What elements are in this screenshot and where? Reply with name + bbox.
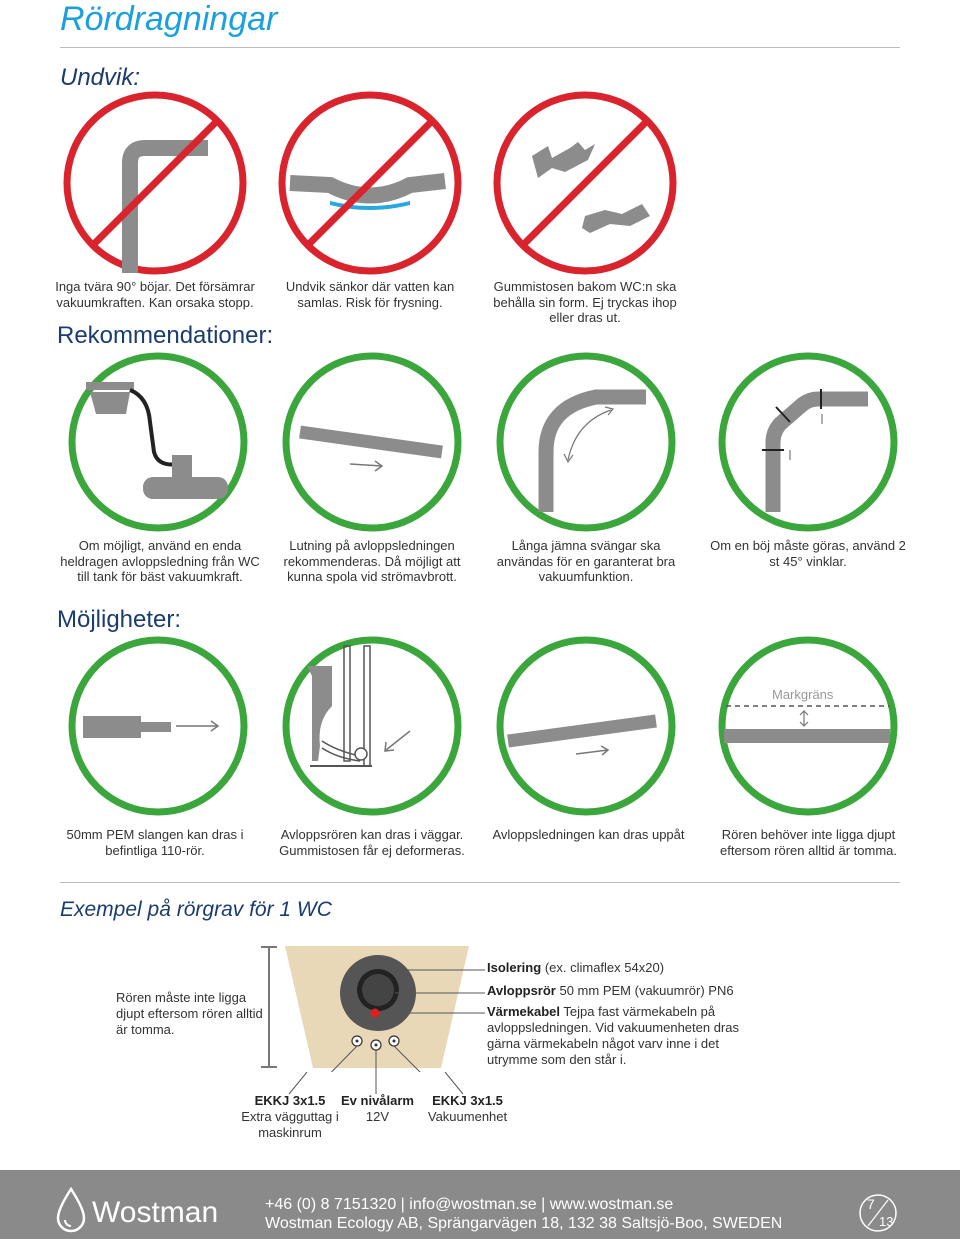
prohibit-deformed-hose-icon (490, 88, 680, 278)
cable-label-3: EKKJ 3x1.5 Vakuumenhet (427, 1093, 508, 1124)
possible-pipe-in-wall-icon (282, 636, 462, 816)
prohibit-90deg-bend-icon (60, 88, 250, 278)
heating-cable-label: Värmekabel Tejpa fast värmekabeln på avloppsledningen. Vid vakuumenheten dras gärna värmekabeln något varv inne i det utrymme som den står i. (487, 1004, 739, 1067)
ok-long-bend-icon (496, 352, 676, 532)
section-possible: Möjligheter: (57, 606, 182, 633)
trench-depth-note: Rören måste inte ligga djupt eftersom rören alltid är tomma. (116, 990, 263, 1037)
caption-recommend-3: Långa jämna svängar ska användas för en garanterat bra vakuumfunktion. (496, 538, 676, 584)
section-avoid: Undvik: (60, 64, 141, 91)
caption-possible-1: 50mm PEM slangen kan dras i befintliga 110-rör. (66, 827, 244, 858)
caption-recommend-1: Om möjligt, använd en enda heldragen avloppsledning från WC till tank för bäst vakuumkraft. (60, 538, 260, 584)
caption-avoid-3: Gummistosen bakom WC:n ska behålla sin form. Ej tryckas ihop eller dras ut. (493, 279, 677, 325)
page-title: Rördragningar (60, 0, 278, 38)
footer (0, 1170, 960, 1239)
caption-possible-4: Rören behöver inte ligga djupt eftersom rören alltid är tomma. (719, 827, 897, 858)
caption-possible-2: Avloppsrören kan dras i väggar. Gummistosen får ej deformeras. (279, 827, 465, 858)
possible-hose-in-pipe-icon (68, 636, 248, 816)
caption-recommend-4: Om en böj måste göras, använd 2 st 45° vinklar. (710, 538, 906, 569)
possible-upward-pipe-icon (496, 636, 676, 816)
page-total: 13 (879, 1214, 894, 1229)
caption-recommend-2: Lutning på avloppsledningen rekommenderas. Då möjligt att kunna spola vid strömavbrott. (283, 538, 461, 584)
possible-shallow-pipe-icon (718, 636, 898, 816)
cable-label-1: EKKJ 3x1.5 Extra vägguttag i maskinrum (241, 1093, 339, 1140)
markgrans-label: Markgräns (772, 687, 834, 702)
caption-possible-3: Avloppsledningen kan dras uppåt (492, 827, 685, 842)
insulation-label: Isolering (ex. climaflex 54x20) (487, 960, 665, 975)
wostman-logo-drop-icon (56, 1187, 86, 1233)
brand-name: Wostman (92, 1196, 219, 1229)
drain-pipe-label: Avloppsrör 50 mm PEM (vakuumrör) PN6 (487, 983, 734, 998)
title-divider (60, 47, 900, 48)
caption-avoid-1: Inga tvära 90° böjar. Det försämrar vakuumkraften. Kan orsaka stopp. (55, 279, 255, 310)
section-divider (60, 882, 900, 883)
ok-single-pipe-icon (68, 352, 248, 532)
ok-slope-icon (282, 352, 462, 532)
page-number: 7 (867, 1196, 875, 1212)
caption-avoid-2: Undvik sänkor där vatten kan samlas. Risk för frysning. (285, 279, 455, 310)
cable-label-2: Ev nivålarm 12V (341, 1093, 414, 1124)
section-recommend: Rekommendationer: (57, 322, 274, 349)
trench-cross-section-diagram (255, 942, 485, 1072)
ok-two-45-bends-icon (718, 352, 898, 532)
contact-line: +46 (0) 8 7151320 | info@wostman.se | www.wostman.se (265, 1196, 674, 1213)
prohibit-sag-icon (275, 88, 465, 278)
section-example: Exempel på rörgrav för 1 WC (60, 898, 332, 921)
address-line: Wostman Ecology AB, Sprängarvägen 18, 132 38 Saltsjö-Boo, SWEDEN (265, 1215, 783, 1232)
